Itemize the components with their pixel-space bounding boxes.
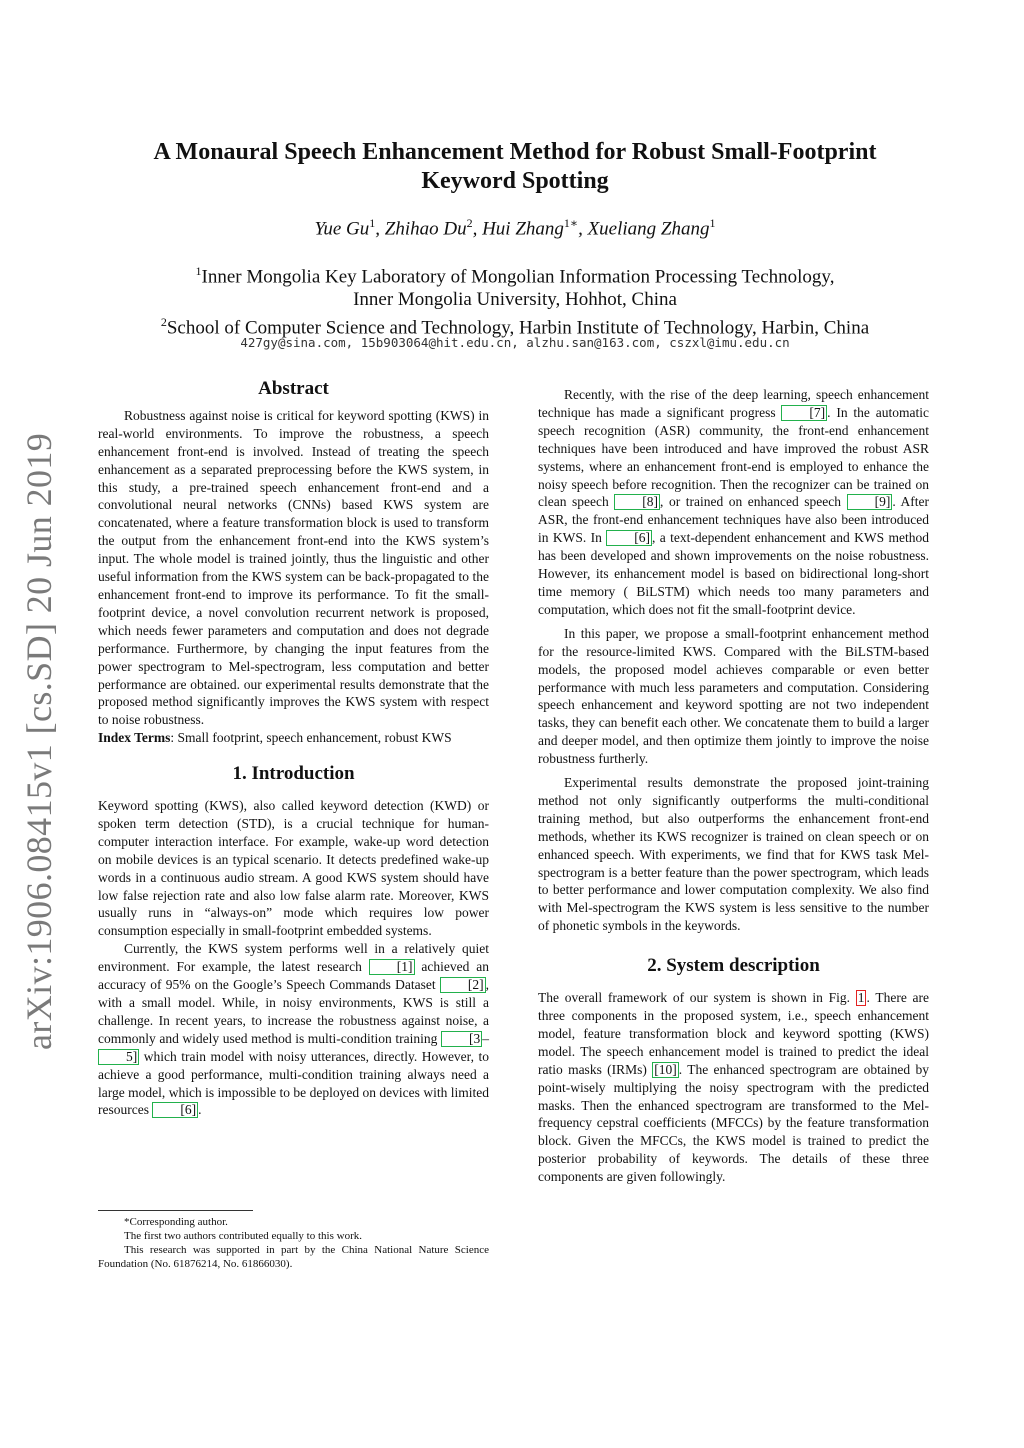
citation-1[interactable]: [1] [369,959,415,975]
citation-6b[interactable]: [6] [606,530,652,546]
citation-7[interactable]: [7] [781,405,827,421]
intro-paragraph-2 [98,940,489,1119]
intro-p2-text-d: which train model with noisy utterances, directly. However, to achieve a good performance, multi-condition training always need a large model, which is impossible to be deployed on devices with limited resources [98,1048,489,1118]
left-column [98,380,489,1119]
author-4-sup: 1 [709,216,716,230]
author-4: Xueliang Zhang [587,218,710,240]
arxiv-identifier: arXiv:1906.08415v1 [cs.SD] 20 Jun 2019 [19,432,59,1050]
intro-p3-text-a: Recently, with the rise of the deep learning, speech enhancement technique has made a significant progress [538,387,929,420]
title-line-2: Keyword Spotting [421,168,609,194]
aff2-line: School of Computer Science and Technology, Harbin Institute of Technology, Harbin, China [166,317,870,339]
author-emails[interactable]: 427gy@sina.com, 15b903064@hit.edu.cn, alzhu.san@163.com, cszxl@imu.edu.cn [240,335,790,350]
intro-paragraph-3 [538,386,929,619]
aff2-sup: 2 [160,315,167,330]
intro-paragraph-5: Experimental results demonstrate the proposed joint-training method not only significantly outperforms the multi-conditional training method, but also outperforms the enhancement front-end methods, whether its KWS recognizer is trained on clean speech or on enhanced speech. With experiments, we find that for KWS task Mel-spectrogram is a better feature than the power spectrogram, which leads to better performance and lower computation complexity. We also find with Mel-spectrogram the KWS system is less sensitive to the number of phonetic symbols in the keywords. [538,775,929,934]
system-paragraph-1 [538,989,929,1186]
abstract-text: Robustness against noise is critical for keyword spotting (KWS) in real-world environments. To improve the robustness, a speech enhancement front-end is involved. Instead of treating the speech enhancement as a separated preprocessing before the KWS system, in this study, a pre-trained speech enhancement front-end and a convolutional neural networks (CNNs) based KWS system are concatenated, where a feature transformation block is used to transform the output from the enhancement front-end into the KWS system’s input. The whole model is trained jointly, thus the linguistic and other useful information from the KWS system can be back-propagated to the enhancement front-end to improve its performance. To fit the small-footprint device, a novel convolution recurrent network is proposed, which needs fewer parameters and computation and does not degrade performance. Furthermore, by changing the input features from the power spectrogram to Mel-spectrogram, less computation and better performance are obtained. our experimental results demonstrate that the proposed method significantly improves the KWS system with respect to noise robustness. [98,407,489,728]
aff1-line2: Inner Mongolia University, Hohhot, China [353,289,677,311]
intro-heading: 1. Introduction [232,763,355,785]
citation-8[interactable]: [8] [614,494,660,510]
system-p1-text-c: . The enhanced spectrogram are obtained by point-wisely multiplying the noisy spectrogram with the predicted masks. Then the enhanced spectrogram are transformed to the Mel-frequency cepstral coefficients (MFCCs) by the feature transformation block. Given the MFCCs, the KWS model is trained to predict the posterior probability of keywords. The details of these three components are given followingly. [538,1061,929,1185]
intro-p3-text-d: . After ASR, the front-end enhancement techniques have also been introduced in KWS. In [538,494,929,546]
index-terms-text: : Small footprint, speech enhancement, robust KWS [170,730,452,746]
abstract-heading: Abstract [258,378,329,399]
author-3: Hui Zhang [482,218,564,240]
footnote-equal-contribution: The first two authors contributed equally to this work. [124,1230,362,1242]
footnote-funding: This research was supported in part by the China National Nature Science Foundation (No. 61876214, No. 61866030). [98,1244,489,1270]
affiliations [80,260,950,340]
intro-p3-text-b: . In the automatic speech recognition (ASR) community, the front-end enhancement techniques have been introduced and have improved the robust ASR systems, where an enhancement front-end is employed to enhance the noisy speech before recognition. Then the recognizer can be trained on clean speech [538,404,929,510]
intro-p2-text-a: Currently, the KWS system performs well in a relatively quiet environment. For example, the latest research [98,941,489,975]
system-p1-text-b: . There are three components in the proposed system, i.e., speech enhancement model, feature transformation block and keyword spotting (KWS) model. The speech enhancement model is trained to predict the ideal ratio masks (IRMs) [538,990,930,1077]
intro-paragraph-1: Keyword spotting (KWS), also called keyword detection (KWD) or spoken term detection (STD), is a crucial technique for human-computer interaction interface. For example, wake-up word detection on mobile devices is an typical scenario. It detects predefined wake-up words in a continuous audio stream. A good KWS system should have low false rejection rate and also low false alarm rate. Moreover, KWS usually runs in “always-on” mode which requires low power consumption especially in small-footprint embedded systems. [98,798,489,939]
citation-2[interactable]: [2] [440,977,486,993]
footnote-corresponding: *Corresponding author. [124,1216,228,1228]
citation-9[interactable]: [9] [847,494,893,510]
index-terms-label: Index Terms [98,730,171,746]
author-list: Yue Gu$^1$, Zhihao Du$^2$, Hui Zhang$^{1∗}$, Xueliang Zhang$^1$ [314,216,716,240]
citation-range-dash: – [482,1030,489,1046]
author-3-sup: 1∗ [563,216,579,230]
paper-title [100,138,930,196]
intro-p3-text-c: , or trained on enhanced speech [660,494,847,510]
title-line-1: A Monaural Speech Enhancement Method for Robust Small-Footprint [153,139,877,165]
citation-5[interactable]: 5] [98,1049,139,1065]
aff1-sup: 1 [195,264,202,278]
intro-p2-text-c: , with a small model. While, in noisy environments, KWS is still a challenge. In recent years, to increase the robustness against noise, a commonly and widely used method is multi-condition training [98,977,489,1046]
footnote-rule [98,1210,253,1211]
right-column [538,386,929,1186]
author-1-sup: 1 [369,216,376,230]
author-1: Yue Gu [314,218,370,240]
intro-p2-text-b: achieved an accuracy of 95% on the Google’s Speech Commands Dataset [98,959,489,993]
intro-p2-text-e: . [198,1102,202,1118]
system-p1-text-a: The overall framework of our system is shown in Fig. [538,990,856,1006]
intro-paragraph-4: In this paper, we propose a small-footprint enhancement method for the resource-limited KWS. Compared with the BiLSTM-based models, the proposed model achieves comparable or even better performance with much less parameters and computation. Considering speech enhancement and keyword spotting are not two independent tasks, they can benefit each other. We concatenate them to build a larger and deeper model, and then optimize them jointly to improve the noise robustness furtherly. [538,625,929,767]
footnotes [98,1210,489,1271]
author-2-sup: 2 [466,216,473,230]
aff1-line1: Inner Mongolia Key Laboratory of Mongolian Information Processing Technology, [201,266,835,288]
system-heading: 2. System description [647,955,820,977]
citation-3[interactable]: [3 [441,1031,482,1047]
index-terms [98,729,489,747]
figure-ref-1[interactable]: 1 [857,990,865,1006]
citation-6[interactable]: [6] [152,1102,198,1118]
intro-p3-text-e: , a text-dependent enhancement and KWS method has been developed and shown improvements on the noise robustness. However, its enhancement model is based on bidirectional long-short time memory ( BiLSTM) which needs too many parameters and computation, which does not fit the small-footprint device. [538,530,930,617]
author-2: Zhihao Du [384,218,467,240]
citation-10[interactable]: [10] [654,1061,677,1077]
